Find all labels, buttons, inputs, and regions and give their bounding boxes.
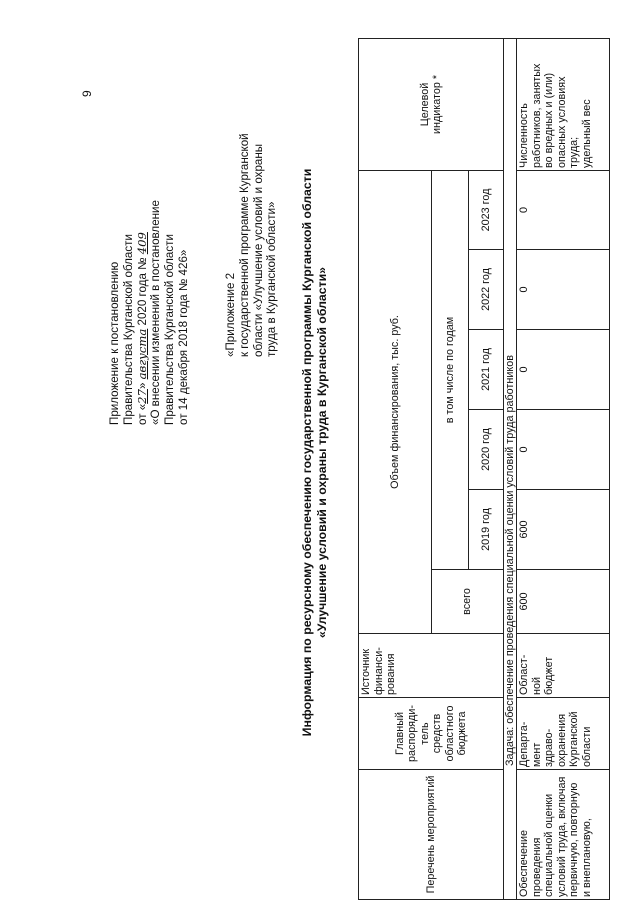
header-year-2022: 2022 год: [468, 249, 504, 330]
header-by-years: в том числе по годам: [431, 170, 469, 570]
header-funding: Объем финансирования, тыс. руб.: [358, 170, 432, 634]
appendix-block: [224, 133, 279, 357]
row-total: 600: [516, 569, 610, 634]
row-target: Численность работников, занятых во вредных и (или) опасных условиях труда; удельный вес: [516, 38, 610, 171]
appendix-line: области «Улучшение условий и охраны: [251, 143, 265, 357]
row-2021: 0: [516, 329, 610, 410]
document-title: Информация по ресурсному обеспечению государственной программы Курганской области «Улучшение условий и охраны труда в Курганской области»: [300, 168, 329, 737]
task-row: Задача: обеспечение проведения специальной оценки условий труда работников: [503, 38, 517, 900]
header-activities: Перечень мероприятий: [358, 769, 504, 900]
row-2023: 0: [516, 170, 610, 250]
appendix-line: «Приложение 2: [224, 272, 237, 357]
header-year-2020: 2020 год: [468, 409, 504, 490]
header-total: всего: [431, 569, 504, 634]
approval-line: от 14 декабря 2018 года № 426»: [176, 249, 190, 425]
row-2022: 0: [516, 249, 610, 330]
approval-line: Приложение к постановлению: [108, 261, 121, 425]
approval-block: [108, 200, 191, 425]
row-manager: Департа- мент здраво- охранения Курганской области: [516, 697, 610, 770]
handwritten-day: 27: [134, 389, 149, 404]
appendix-line: труда в Курганской области»: [265, 201, 279, 357]
row-activity: Обеспечение проведения специальной оценки условий труда, включая первичную, повторную и внеплановую,: [516, 769, 610, 900]
appendix-line: к государственной программе Курганской: [237, 133, 251, 357]
row-2019: 600: [516, 489, 610, 570]
approval-date-line: от «27» августа 2020 года № 409: [134, 232, 149, 425]
header-year-2019: 2019 год: [468, 489, 504, 570]
handwritten-month: августа: [134, 328, 149, 380]
row-2020: 0: [516, 409, 610, 490]
header-year-2021: 2021 год: [468, 329, 504, 410]
page-number: 9: [80, 90, 94, 97]
approval-line: «О внесении изменений в постановление: [149, 200, 163, 425]
row-source: Област- ной бюджет: [516, 633, 610, 698]
header-year-2023: 2023 год: [468, 170, 504, 250]
approval-line: Правительства Курганской области: [121, 234, 135, 425]
handwritten-number: 409: [134, 232, 149, 255]
header-target: Целевой индикатор *: [358, 38, 504, 171]
header-manager: Главный распоряди- тель средств областного бюджета: [358, 697, 504, 770]
header-source: Источник финанси- рования: [358, 633, 504, 698]
approval-line: Правительства Курганской области: [163, 234, 177, 425]
